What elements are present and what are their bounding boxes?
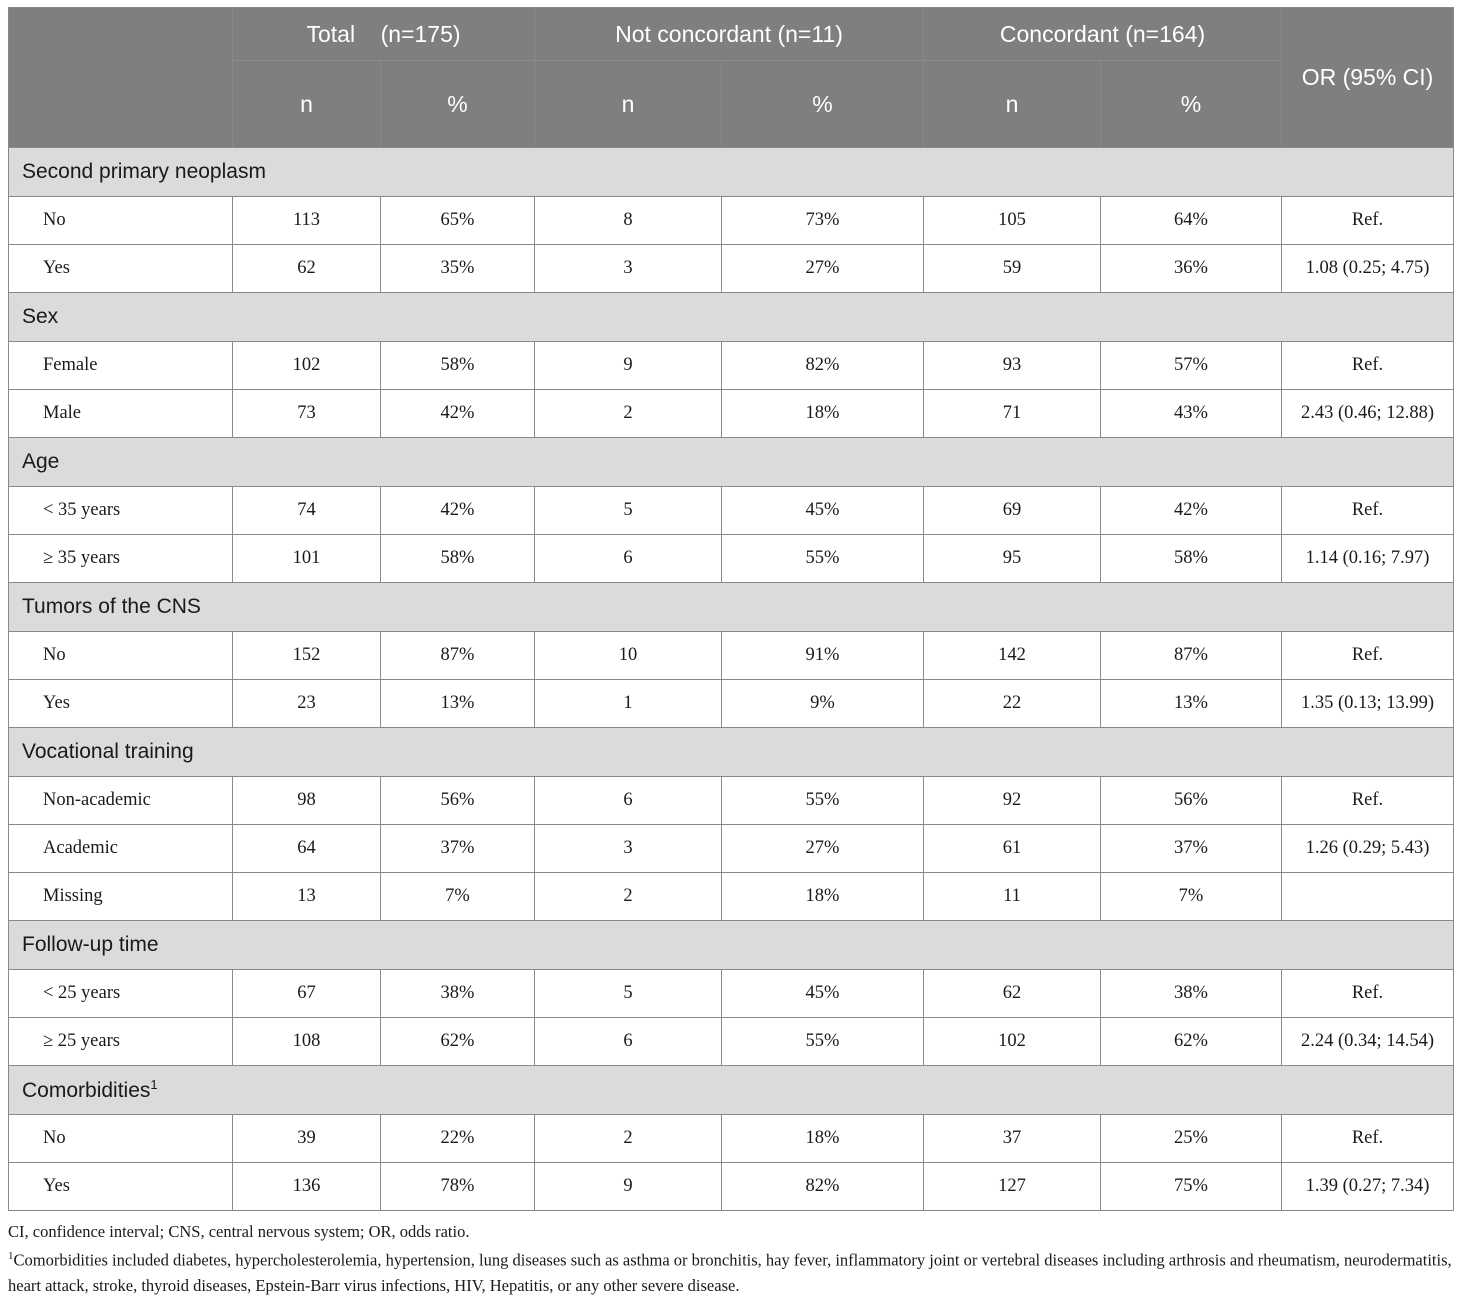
odds-ratio-cell: Ref. xyxy=(1282,197,1454,245)
not-concordant-n-cell: 1 xyxy=(535,680,722,728)
concordant-n-cell: 95 xyxy=(924,535,1101,583)
total-n-cell: 136 xyxy=(233,1163,381,1211)
not-concordant-n-cell: 6 xyxy=(535,777,722,825)
section-row xyxy=(9,583,1454,632)
not-concordant-n-cell: 8 xyxy=(535,197,722,245)
footnote-abbreviations: CI, confidence interval; CNS, central nervous system; OR, odds ratio. xyxy=(8,1222,470,1241)
concordant-n-cell: 22 xyxy=(924,680,1101,728)
total-n-cell: 108 xyxy=(233,1018,381,1066)
concordant-pct-cell: 7% xyxy=(1101,873,1282,921)
document xyxy=(8,7,1453,1298)
header-blank-cell xyxy=(9,8,233,148)
results-table xyxy=(8,7,1454,1211)
section-row xyxy=(9,293,1454,342)
row-label-cell: No xyxy=(9,197,233,245)
section-row xyxy=(9,148,1454,197)
row-label-cell: < 25 years xyxy=(9,970,233,1018)
row-label-cell: Yes xyxy=(9,245,233,293)
total-pct-cell: 58% xyxy=(381,342,535,390)
row-label-cell: Yes xyxy=(9,680,233,728)
header-total: Total (n=175) xyxy=(233,8,535,61)
table-row xyxy=(9,1018,1454,1066)
not-concordant-n-cell: 10 xyxy=(535,632,722,680)
section-title-cell xyxy=(9,728,1454,777)
odds-ratio-cell: Ref. xyxy=(1282,632,1454,680)
table-row xyxy=(9,342,1454,390)
concordant-n-cell: 105 xyxy=(924,197,1101,245)
footnotes xyxy=(8,1219,1453,1298)
section-row xyxy=(9,921,1454,970)
total-n-cell: 39 xyxy=(233,1115,381,1163)
total-n-cell: 113 xyxy=(233,197,381,245)
total-pct-cell: 58% xyxy=(381,535,535,583)
odds-ratio-cell: 1.14 (0.16; 7.97) xyxy=(1282,535,1454,583)
not-concordant-n-cell: 9 xyxy=(535,342,722,390)
row-label-cell: < 35 years xyxy=(9,487,233,535)
concordant-n-cell: 127 xyxy=(924,1163,1101,1211)
concordant-pct-cell: 38% xyxy=(1101,970,1282,1018)
total-pct-cell: 13% xyxy=(381,680,535,728)
concordant-pct-cell: 62% xyxy=(1101,1018,1282,1066)
not-concordant-n-cell: 5 xyxy=(535,970,722,1018)
concordant-pct-cell: 42% xyxy=(1101,487,1282,535)
section-title: Follow-up time xyxy=(22,933,159,956)
row-label-cell: Male xyxy=(9,390,233,438)
total-n-cell: 67 xyxy=(233,970,381,1018)
footnote-text: Comorbidities included diabetes, hypercholesterolemia, hypertension, lung diseases such as asthma or bronchitis, hay fever, inflammatory joint or vertebral diseases including arthrosis and rheumatism, neurodermatitis, heart attack, stroke, thyroid diseases, Epstein-Barr virus infections, HIV, Hepatitis, or any other severe disease. xyxy=(8,1250,1452,1295)
odds-ratio-cell: Ref. xyxy=(1282,777,1454,825)
total-pct-cell: 42% xyxy=(381,487,535,535)
odds-ratio-cell: Ref. xyxy=(1282,970,1454,1018)
section-title-cell xyxy=(9,148,1454,197)
concordant-n-cell: 92 xyxy=(924,777,1101,825)
concordant-pct-cell: 43% xyxy=(1101,390,1282,438)
not-concordant-n-cell: 6 xyxy=(535,1018,722,1066)
total-n-cell: 13 xyxy=(233,873,381,921)
total-n-cell: 64 xyxy=(233,825,381,873)
not-concordant-pct-cell: 45% xyxy=(722,970,924,1018)
section-row xyxy=(9,438,1454,487)
total-n-cell: 62 xyxy=(233,245,381,293)
section-footnote-marker: 1 xyxy=(150,1077,158,1092)
total-n-cell: 102 xyxy=(233,342,381,390)
header-odds-ratio: OR (95% CI) xyxy=(1282,8,1454,148)
section-title: Comorbidities xyxy=(22,1079,151,1102)
row-label-cell: Non-academic xyxy=(9,777,233,825)
total-n-cell: 101 xyxy=(233,535,381,583)
not-concordant-pct-cell: 55% xyxy=(722,1018,924,1066)
not-concordant-pct-cell: 27% xyxy=(722,825,924,873)
section-title: Tumors of the CNS xyxy=(22,595,201,618)
total-n-cell: 73 xyxy=(233,390,381,438)
section-title-cell xyxy=(9,921,1454,970)
row-label-cell: ≥ 35 years xyxy=(9,535,233,583)
row-label-cell: No xyxy=(9,1115,233,1163)
table-row xyxy=(9,1115,1454,1163)
total-n-cell: 152 xyxy=(233,632,381,680)
concordant-n-cell: 37 xyxy=(924,1115,1101,1163)
concordant-pct-cell: 75% xyxy=(1101,1163,1282,1211)
section-title-cell xyxy=(9,1066,1454,1115)
not-concordant-pct-cell: 55% xyxy=(722,535,924,583)
total-pct-cell: 42% xyxy=(381,390,535,438)
row-label-cell: Missing xyxy=(9,873,233,921)
total-pct-cell: 38% xyxy=(381,970,535,1018)
not-concordant-n-cell: 2 xyxy=(535,1115,722,1163)
odds-ratio-cell xyxy=(1282,873,1454,921)
header-not-concordant-pct: % xyxy=(722,61,924,148)
table-row xyxy=(9,1163,1454,1211)
not-concordant-n-cell: 5 xyxy=(535,487,722,535)
table-row xyxy=(9,632,1454,680)
not-concordant-n-cell: 6 xyxy=(535,535,722,583)
concordant-n-cell: 11 xyxy=(924,873,1101,921)
odds-ratio-cell: Ref. xyxy=(1282,342,1454,390)
not-concordant-n-cell: 3 xyxy=(535,245,722,293)
concordant-n-cell: 62 xyxy=(924,970,1101,1018)
concordant-pct-cell: 58% xyxy=(1101,535,1282,583)
concordant-n-cell: 93 xyxy=(924,342,1101,390)
section-title: Vocational training xyxy=(22,740,194,763)
table-row xyxy=(9,487,1454,535)
concordant-pct-cell: 56% xyxy=(1101,777,1282,825)
concordant-n-cell: 102 xyxy=(924,1018,1101,1066)
not-concordant-n-cell: 2 xyxy=(535,390,722,438)
not-concordant-pct-cell: 9% xyxy=(722,680,924,728)
concordant-pct-cell: 37% xyxy=(1101,825,1282,873)
not-concordant-n-cell: 2 xyxy=(535,873,722,921)
odds-ratio-cell: 1.39 (0.27; 7.34) xyxy=(1282,1163,1454,1211)
concordant-pct-cell: 57% xyxy=(1101,342,1282,390)
section-title-cell xyxy=(9,293,1454,342)
row-label-cell: Female xyxy=(9,342,233,390)
not-concordant-n-cell: 9 xyxy=(535,1163,722,1211)
table-body xyxy=(9,148,1454,1211)
concordant-n-cell: 69 xyxy=(924,487,1101,535)
not-concordant-pct-cell: 73% xyxy=(722,197,924,245)
section-title: Sex xyxy=(22,305,59,328)
total-n-cell: 74 xyxy=(233,487,381,535)
total-n-cell: 23 xyxy=(233,680,381,728)
header-not-concordant: Not concordant (n=11) xyxy=(535,8,924,61)
concordant-pct-cell: 64% xyxy=(1101,197,1282,245)
total-pct-cell: 87% xyxy=(381,632,535,680)
row-label-cell: ≥ 25 years xyxy=(9,1018,233,1066)
concordant-n-cell: 59 xyxy=(924,245,1101,293)
total-pct-cell: 35% xyxy=(381,245,535,293)
table-row xyxy=(9,390,1454,438)
section-title: Age xyxy=(22,450,60,473)
concordant-n-cell: 61 xyxy=(924,825,1101,873)
header-concordant-n: n xyxy=(924,61,1101,148)
not-concordant-pct-cell: 82% xyxy=(722,342,924,390)
table-row xyxy=(9,970,1454,1018)
not-concordant-pct-cell: 45% xyxy=(722,487,924,535)
concordant-pct-cell: 36% xyxy=(1101,245,1282,293)
table-header xyxy=(9,8,1454,148)
section-title: Second primary neoplasm xyxy=(22,160,266,183)
not-concordant-pct-cell: 18% xyxy=(722,390,924,438)
not-concordant-pct-cell: 55% xyxy=(722,777,924,825)
concordant-pct-cell: 87% xyxy=(1101,632,1282,680)
table-row xyxy=(9,245,1454,293)
odds-ratio-cell: 2.24 (0.34; 14.54) xyxy=(1282,1018,1454,1066)
total-pct-cell: 65% xyxy=(381,197,535,245)
not-concordant-pct-cell: 18% xyxy=(722,1115,924,1163)
footnote-marker: 1 xyxy=(8,1250,14,1262)
odds-ratio-cell: Ref. xyxy=(1282,487,1454,535)
concordant-n-cell: 142 xyxy=(924,632,1101,680)
header-not-concordant-n: n xyxy=(535,61,722,148)
table-row xyxy=(9,873,1454,921)
footnote-comorbidities xyxy=(8,1244,1453,1298)
concordant-n-cell: 71 xyxy=(924,390,1101,438)
total-pct-cell: 78% xyxy=(381,1163,535,1211)
odds-ratio-cell: 1.26 (0.29; 5.43) xyxy=(1282,825,1454,873)
table-row xyxy=(9,680,1454,728)
concordant-pct-cell: 25% xyxy=(1101,1115,1282,1163)
header-total-n: n xyxy=(233,61,381,148)
table-row xyxy=(9,197,1454,245)
not-concordant-pct-cell: 27% xyxy=(722,245,924,293)
total-pct-cell: 37% xyxy=(381,825,535,873)
section-row xyxy=(9,1066,1454,1115)
odds-ratio-cell: 1.35 (0.13; 13.99) xyxy=(1282,680,1454,728)
total-pct-cell: 22% xyxy=(381,1115,535,1163)
odds-ratio-cell: 2.43 (0.46; 12.88) xyxy=(1282,390,1454,438)
row-label-cell: Academic xyxy=(9,825,233,873)
total-pct-cell: 56% xyxy=(381,777,535,825)
table-row xyxy=(9,535,1454,583)
table-row xyxy=(9,777,1454,825)
total-n-cell: 98 xyxy=(233,777,381,825)
header-concordant: Concordant (n=164) xyxy=(924,8,1282,61)
section-title-cell xyxy=(9,438,1454,487)
section-row xyxy=(9,728,1454,777)
concordant-pct-cell: 13% xyxy=(1101,680,1282,728)
header-total-pct: % xyxy=(381,61,535,148)
not-concordant-pct-cell: 91% xyxy=(722,632,924,680)
odds-ratio-cell: 1.08 (0.25; 4.75) xyxy=(1282,245,1454,293)
table-row xyxy=(9,825,1454,873)
total-pct-cell: 62% xyxy=(381,1018,535,1066)
not-concordant-n-cell: 3 xyxy=(535,825,722,873)
header-concordant-pct: % xyxy=(1101,61,1282,148)
section-title-cell xyxy=(9,583,1454,632)
not-concordant-pct-cell: 82% xyxy=(722,1163,924,1211)
row-label-cell: No xyxy=(9,632,233,680)
odds-ratio-cell: Ref. xyxy=(1282,1115,1454,1163)
not-concordant-pct-cell: 18% xyxy=(722,873,924,921)
row-label-cell: Yes xyxy=(9,1163,233,1211)
total-pct-cell: 7% xyxy=(381,873,535,921)
